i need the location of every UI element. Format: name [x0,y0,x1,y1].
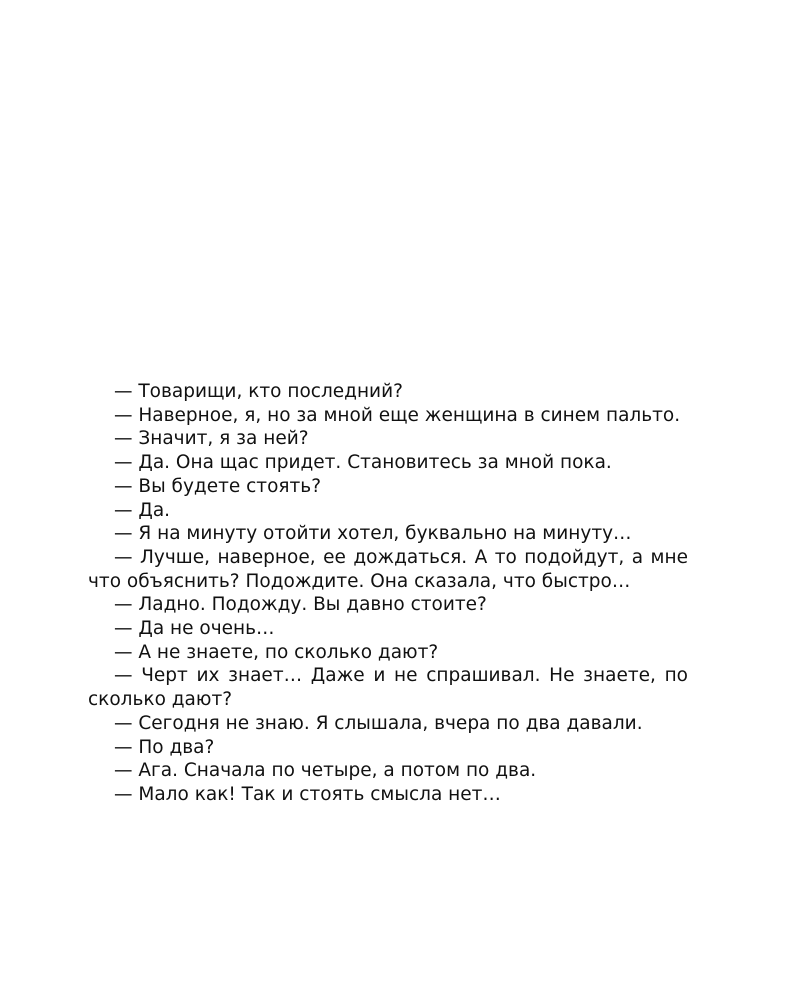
dialogue-line: — Да. Она щас придет. Становитесь за мной пока. [114,452,612,474]
dialogue-line: — Да. [114,499,171,521]
dialogue-line: — Наверное, я, но за мной еще женщина в синем пальто. [114,404,681,426]
dialogue-line: — Я на минуту отойти хотел, буквально на минуту… [114,523,632,545]
dialogue-text [88,380,688,807]
dialogue-line: — Значит, я за ней? [114,428,309,450]
dialogue-line: — Вы будете стоять? [114,475,322,497]
dialogue-line: — По два? [114,736,215,758]
dialogue-line: — А не знаете, по сколько дают? [114,641,439,663]
dialogue-line: — Сегодня не знаю. Я слышала, вчера по два давали. [114,712,643,734]
dialogue-line: — Черт их знает… Даже и не спрашивал. Не знаете, по сколько дают? [88,665,688,711]
dialogue-line: — Товарищи, кто последний? [114,381,403,402]
dialogue-line: — Да не очень… [114,618,275,640]
dialogue-line: — Ладно. Подожду. Вы давно стоите? [114,594,487,616]
dialogue-line: — Лучше, наверное, ее дождаться. А то подойдут, а мне что объяснить? Подождите. Она сказала, что быстро… [88,546,688,592]
dialogue-line: — Ага. Сначала по четыре, а потом по два. [114,760,537,782]
dialogue-line: — Мало как! Так и стоять смысла нет… [114,783,501,805]
